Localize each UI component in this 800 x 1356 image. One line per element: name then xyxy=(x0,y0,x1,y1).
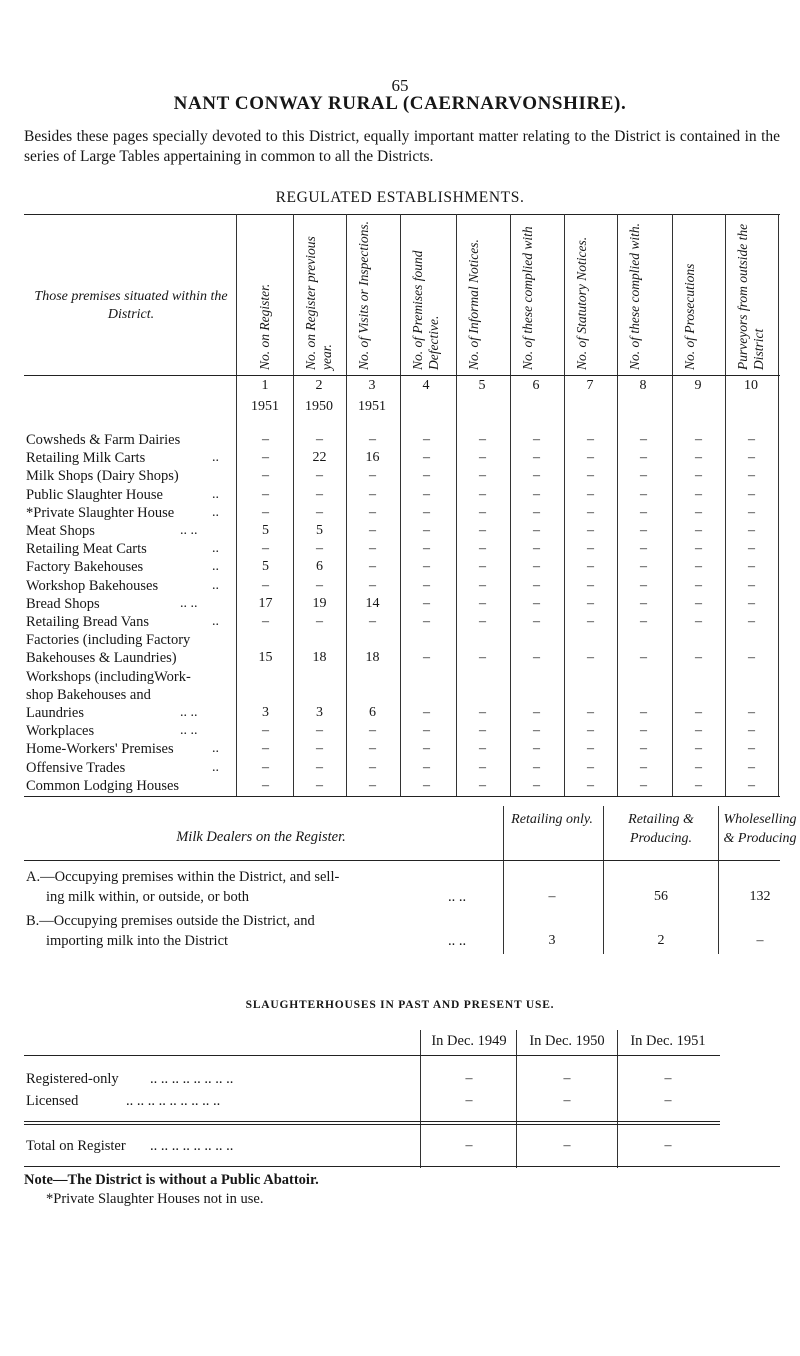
table-cell: 14 xyxy=(365,595,380,611)
table-cell: – xyxy=(587,723,594,739)
milk-cell: 2 xyxy=(657,933,665,948)
establishment-label: Workshop Bakehouses xyxy=(26,577,159,594)
slaughter-bottom-rule xyxy=(24,1166,780,1167)
table-cell: – xyxy=(533,432,540,447)
table-cell: – xyxy=(587,741,594,757)
table-cell: – xyxy=(479,541,486,557)
table-cell: – xyxy=(262,432,269,447)
leader-dots: .. .. xyxy=(180,523,198,538)
column-year: 1950 xyxy=(305,399,333,414)
table-cell: – xyxy=(423,559,430,575)
table-cell: – xyxy=(748,559,755,575)
table-cell: – xyxy=(587,759,594,775)
establishment-label: Workshops (includingWork- xyxy=(26,668,191,685)
table-cell: – xyxy=(262,723,269,739)
table-cell: – xyxy=(587,559,594,575)
table-cell: – xyxy=(748,723,755,739)
column-divider xyxy=(778,214,779,796)
leader-dots: .. xyxy=(212,741,219,757)
table-cell: – xyxy=(533,523,540,538)
slaughter-row-label: Licensed xyxy=(26,1093,79,1109)
leader-dots: .. xyxy=(212,577,219,593)
table-cell: – xyxy=(316,741,323,757)
table-cell: 5 xyxy=(316,523,323,538)
table-cell: 6 xyxy=(369,705,376,720)
table-cell: – xyxy=(587,650,594,666)
column-number: 3 xyxy=(368,378,376,393)
establishment-label: Retailing Meat Carts xyxy=(26,541,147,558)
table-cell: – xyxy=(640,777,647,793)
column-number: 7 xyxy=(586,378,594,393)
slaughter-total-rule xyxy=(24,1124,720,1125)
slaughter-cell: – xyxy=(664,1071,672,1086)
table-cell: – xyxy=(479,504,486,520)
page-title: NANT CONWAY RURAL (CAERNARVONSHIRE). xyxy=(173,93,627,114)
table-cell: – xyxy=(479,468,486,484)
column-divider xyxy=(236,214,237,796)
table-cell: – xyxy=(587,577,594,593)
table-cell: 5 xyxy=(262,559,269,575)
table-cell: – xyxy=(369,504,376,520)
table-cell: – xyxy=(640,595,647,611)
table-cell: – xyxy=(587,504,594,520)
table-cell: – xyxy=(640,468,647,484)
section-title: REGULATED ESTABLISHMENTS. xyxy=(275,189,525,206)
table-cell: – xyxy=(423,741,430,757)
table-cell: – xyxy=(695,595,702,611)
table-cell: – xyxy=(316,432,323,447)
slaughter-cell: – xyxy=(563,1138,571,1153)
table-cell: – xyxy=(423,595,430,611)
table-cell: 6 xyxy=(316,559,323,575)
table-cell: – xyxy=(369,614,376,629)
table-cell: 16 xyxy=(365,450,380,466)
table-cell: – xyxy=(533,595,540,611)
table-cell: – xyxy=(423,432,430,447)
table-cell: – xyxy=(587,705,594,720)
establishment-label: Laundries xyxy=(26,705,84,721)
table-cell: – xyxy=(695,577,702,593)
milk-cell: 56 xyxy=(654,889,668,904)
milk-row-a-dots: .. .. xyxy=(448,889,467,905)
table-cell: – xyxy=(262,504,269,520)
table-cell: – xyxy=(533,577,540,593)
establishment-label: Factory Bakehouses xyxy=(26,559,144,576)
column-header: No. of these complied with xyxy=(520,226,535,370)
leader-dots: .. xyxy=(212,486,219,502)
table-cell: – xyxy=(316,577,323,593)
table-cell: – xyxy=(640,450,647,466)
table-cell: – xyxy=(587,595,594,611)
table-cell: – xyxy=(587,450,594,466)
table-cell: – xyxy=(640,614,647,629)
table-cell: – xyxy=(748,523,755,538)
leader-dots: .. xyxy=(212,614,219,629)
table-cell: – xyxy=(479,595,486,611)
table-cell: – xyxy=(533,705,540,720)
table-cell: – xyxy=(748,614,755,629)
slaughter-col-1950: In Dec. 1950 xyxy=(529,1033,605,1049)
leader-dots: .. .. xyxy=(180,595,198,611)
table-cell: – xyxy=(640,650,647,666)
table-cell: – xyxy=(748,432,755,447)
table-cell: 3 xyxy=(316,705,323,720)
milk-divider xyxy=(503,806,504,954)
table-cell: 19 xyxy=(312,595,327,611)
milk-header-rule xyxy=(24,860,780,861)
table-cell: – xyxy=(369,523,376,538)
table-cell: – xyxy=(695,559,702,575)
establishment-label: Bakehouses & Laundries) xyxy=(26,650,177,667)
table-cell: – xyxy=(695,486,702,502)
table-cell: – xyxy=(369,541,376,557)
table-cell: – xyxy=(369,777,376,793)
table-cell: – xyxy=(640,523,647,538)
establishment-label: Factories (including Factory xyxy=(26,632,191,649)
slaughter-cell: – xyxy=(465,1071,473,1086)
table-cell: – xyxy=(369,432,376,447)
table-top-rule xyxy=(24,214,780,215)
table-cell: – xyxy=(748,777,755,793)
column-number: 9 xyxy=(694,378,702,393)
milk-cell: – xyxy=(756,933,764,948)
table-cell: – xyxy=(479,723,486,739)
slaughter-col-1951: In Dec. 1951 xyxy=(630,1033,706,1049)
column-header: No. of Visits or Inspections. xyxy=(356,220,371,370)
milk-divider xyxy=(603,806,604,954)
table-cell: – xyxy=(369,723,376,739)
table-cell: – xyxy=(587,614,594,629)
table-cell: – xyxy=(479,432,486,447)
table-cell: – xyxy=(533,759,540,775)
leader-dots: .. xyxy=(212,559,219,575)
establishment-label: Common Lodging Houses xyxy=(26,777,180,794)
slaughter-cell: – xyxy=(664,1093,672,1108)
table-cell: – xyxy=(640,541,647,557)
table-cell: – xyxy=(640,504,647,520)
table-cell: – xyxy=(695,614,702,629)
establishment-label: Offensive Trades xyxy=(26,759,126,776)
table-cell: – xyxy=(262,468,269,484)
table-cell: 5 xyxy=(262,523,269,538)
slaughter-cell: – xyxy=(563,1093,571,1108)
table-cell: – xyxy=(587,432,594,447)
slaughter-divider xyxy=(617,1030,618,1168)
column-header: No. of Premises found Defective. xyxy=(410,250,441,370)
table-cell: – xyxy=(695,523,702,538)
table-cell: 18 xyxy=(365,650,380,666)
leader-dots: .. .. xyxy=(180,723,198,739)
table-cell: – xyxy=(423,650,430,666)
slaughter-total-rule xyxy=(24,1121,720,1122)
table-cell: – xyxy=(748,705,755,720)
table-cell: – xyxy=(533,541,540,557)
slaughter-divider xyxy=(516,1030,517,1168)
establishment-label: shop Bakehouses and xyxy=(26,686,151,703)
table-cell: – xyxy=(533,777,540,793)
establishment-label: Cowsheds & Farm Dairies xyxy=(26,432,181,448)
table-cell: – xyxy=(479,559,486,575)
establishment-label: Home-Workers' Premises xyxy=(26,741,174,758)
column-header: No. on Register. xyxy=(257,283,272,370)
table-bottom-rule xyxy=(24,796,780,797)
establishment-label: Retailing Bread Vans xyxy=(26,614,149,630)
table-cell: – xyxy=(695,432,702,447)
milk-cell: 3 xyxy=(548,933,556,948)
table-cell: – xyxy=(316,468,323,484)
table-cell: – xyxy=(423,450,430,466)
table-cell: – xyxy=(748,486,755,502)
slaughter-row-dots: .. .. .. .. .. .. .. .. xyxy=(150,1071,234,1087)
column-header: Purveyors from outside the District xyxy=(735,223,766,370)
table-cell: – xyxy=(369,559,376,575)
header-bottom-rule xyxy=(24,375,780,376)
table-cell: – xyxy=(533,741,540,757)
table-cell: – xyxy=(479,741,486,757)
table-cell: – xyxy=(533,504,540,520)
leader-dots: .. xyxy=(212,450,219,466)
table-cell: – xyxy=(748,577,755,593)
table-cell: – xyxy=(587,468,594,484)
column-number: 5 xyxy=(478,378,486,393)
table-cell: – xyxy=(262,759,269,775)
table-cell: – xyxy=(369,741,376,757)
milk-cell: – xyxy=(548,889,556,904)
table-cell: – xyxy=(748,541,755,557)
establishment-label: Bread Shops xyxy=(26,595,100,612)
slaughter-cell: – xyxy=(664,1138,672,1153)
table-cell: – xyxy=(479,650,486,666)
table-cell: – xyxy=(533,650,540,666)
leader-dots: .. .. xyxy=(180,705,198,720)
milk-header-label: Milk Dealers on the Register. xyxy=(176,829,346,845)
leader-dots: .. xyxy=(212,759,219,775)
table-cell: – xyxy=(695,741,702,757)
table-cell: – xyxy=(640,559,647,575)
table-cell: 22 xyxy=(312,450,327,466)
column-year: 1951 xyxy=(358,399,386,414)
table-cell: – xyxy=(695,705,702,720)
establishment-label: Retailing Milk Carts xyxy=(26,450,146,467)
table-cell: – xyxy=(748,595,755,611)
milk-row-b-line1: B.—Occupying premises outside the District, and xyxy=(26,913,315,929)
table-cell: – xyxy=(748,650,755,666)
table-cell: – xyxy=(533,468,540,484)
table-cell: – xyxy=(587,486,594,502)
slaughter-cell: – xyxy=(465,1093,473,1108)
table-cell: – xyxy=(533,559,540,575)
table-cell: – xyxy=(316,541,323,557)
table-cell: 17 xyxy=(258,595,273,611)
table-cell: – xyxy=(640,705,647,720)
slaughter-header-rule xyxy=(24,1055,720,1056)
table-cell: 18 xyxy=(312,650,327,666)
slaughter-cell: – xyxy=(563,1071,571,1086)
column-number: 4 xyxy=(422,378,430,393)
column-number: 6 xyxy=(532,378,540,393)
table-cell: – xyxy=(423,577,430,593)
table-cell: – xyxy=(262,450,269,466)
table-cell: – xyxy=(262,741,269,757)
table-cell: – xyxy=(587,541,594,557)
table-cell: – xyxy=(423,759,430,775)
page-number: 65 xyxy=(391,76,409,95)
milk-col-retailing-producing: Retailing & Producing. xyxy=(628,812,694,846)
table-cell: – xyxy=(533,614,540,629)
table-cell: – xyxy=(316,504,323,520)
column-year: 1951 xyxy=(251,399,279,414)
table-cell: – xyxy=(587,777,594,793)
table-cell: – xyxy=(423,614,430,629)
column-header: No. of Prosecutions xyxy=(682,263,697,370)
slaughter-divider xyxy=(420,1030,421,1168)
table-cell: – xyxy=(695,468,702,484)
table-cell: – xyxy=(262,541,269,557)
milk-row-b-dots: .. .. xyxy=(448,933,467,949)
column-number: 2 xyxy=(315,378,323,393)
milk-row-a-line2: ing milk within, or outside, or both xyxy=(46,889,249,905)
establishment-label: Public Slaughter House xyxy=(26,486,163,503)
milk-col-retailing: Retailing only. xyxy=(511,812,593,827)
milk-col-wholesale: Wholeselling & Producing xyxy=(723,812,797,846)
table-cell: 3 xyxy=(262,705,269,720)
table-cell: – xyxy=(423,777,430,793)
table-cell: – xyxy=(533,486,540,502)
table-cell: – xyxy=(640,432,647,447)
column-header: No. of Statutory Notices. xyxy=(574,236,589,370)
table-cell: – xyxy=(369,759,376,775)
table-cell: – xyxy=(640,759,647,775)
table-cell: – xyxy=(479,777,486,793)
table-cell: – xyxy=(479,759,486,775)
milk-row-b-line2: importing milk into the District xyxy=(46,933,229,949)
slaughter-total-dots: .. .. .. .. .. .. .. .. xyxy=(150,1138,234,1154)
table-cell: – xyxy=(423,523,430,538)
note-line-1: Note—The District is without a Public Abattoir. xyxy=(24,1172,319,1188)
table-cell: – xyxy=(262,614,269,629)
table-cell: – xyxy=(695,650,702,666)
slaughter-row-dots: .. .. .. .. .. .. .. .. .. xyxy=(126,1093,221,1109)
table-cell: – xyxy=(369,577,376,593)
table-cell: 15 xyxy=(258,650,273,666)
column-header: No. on Register previous year. xyxy=(303,236,334,370)
table-cell: – xyxy=(640,577,647,593)
table-cell: – xyxy=(479,577,486,593)
table-cell: – xyxy=(369,486,376,502)
slaughter-cell: – xyxy=(465,1138,473,1153)
milk-divider xyxy=(718,806,719,954)
table-cell: – xyxy=(316,759,323,775)
table-cell: – xyxy=(316,486,323,502)
table-cell: – xyxy=(423,504,430,520)
table-cell: – xyxy=(316,777,323,793)
table-cell: – xyxy=(695,723,702,739)
table-cell: – xyxy=(262,486,269,502)
column-header: No. of Informal Notices. xyxy=(466,239,481,370)
table-cell: – xyxy=(640,723,647,739)
leader-dots: .. xyxy=(212,504,219,520)
table-cell: – xyxy=(423,486,430,502)
table-cell: – xyxy=(423,468,430,484)
establishment-label: Workplaces xyxy=(26,723,95,740)
table-cell: – xyxy=(479,486,486,502)
table-cell: – xyxy=(533,723,540,739)
table-cell: – xyxy=(369,468,376,484)
slaughter-col-1949: In Dec. 1949 xyxy=(431,1033,507,1049)
table-cell: – xyxy=(695,541,702,557)
slaughterhouses-title: SLAUGHTERHOUSES IN PAST AND PRESENT USE. xyxy=(245,999,555,1011)
table-cell: – xyxy=(479,450,486,466)
table-cell: – xyxy=(533,450,540,466)
slaughter-total-label: Total on Register xyxy=(26,1138,126,1154)
table-cell: – xyxy=(695,504,702,520)
premises-header: Those premises situated within the District. xyxy=(34,289,228,322)
table-cell: – xyxy=(695,759,702,775)
table-cell: – xyxy=(316,614,323,629)
milk-cell: 132 xyxy=(749,889,771,904)
table-cell: – xyxy=(748,468,755,484)
table-cell: – xyxy=(423,723,430,739)
establishment-label: Meat Shops xyxy=(26,523,95,539)
milk-row-a-line1: A.—Occupying premises within the District, and sell- xyxy=(26,869,340,885)
table-cell: – xyxy=(695,450,702,466)
leader-dots: .. xyxy=(212,541,219,557)
table-cell: – xyxy=(640,486,647,502)
table-cell: – xyxy=(695,777,702,793)
column-number: 10 xyxy=(744,378,758,393)
column-number: 1 xyxy=(261,378,269,393)
table-cell: – xyxy=(479,523,486,538)
note-line-2: *Private Slaughter Houses not in use. xyxy=(46,1191,264,1207)
slaughter-row-label: Registered-only xyxy=(26,1071,119,1087)
table-cell: – xyxy=(479,705,486,720)
table-cell: – xyxy=(748,759,755,775)
table-cell: – xyxy=(587,523,594,538)
column-number: 8 xyxy=(639,378,647,393)
intro-paragraph: Besides these pages specially devoted to this District, equally important matter relating to the District is contained in the series of Large Tables appertaining in common to all the Districts. xyxy=(24,128,780,165)
column-header: No. of these complied with. xyxy=(627,223,642,370)
establishment-label: *Private Slaughter House xyxy=(26,504,175,521)
establishment-label: Milk Shops (Dairy Shops) xyxy=(26,468,179,485)
table-cell: – xyxy=(423,541,430,557)
table-cell: – xyxy=(640,741,647,757)
table-cell: – xyxy=(748,741,755,757)
table-cell: – xyxy=(748,450,755,466)
table-cell: – xyxy=(479,614,486,629)
table-cell: – xyxy=(423,705,430,720)
table-cell: – xyxy=(316,723,323,739)
table-cell: – xyxy=(748,504,755,520)
table-cell: – xyxy=(262,777,269,793)
table-cell: – xyxy=(262,577,269,593)
